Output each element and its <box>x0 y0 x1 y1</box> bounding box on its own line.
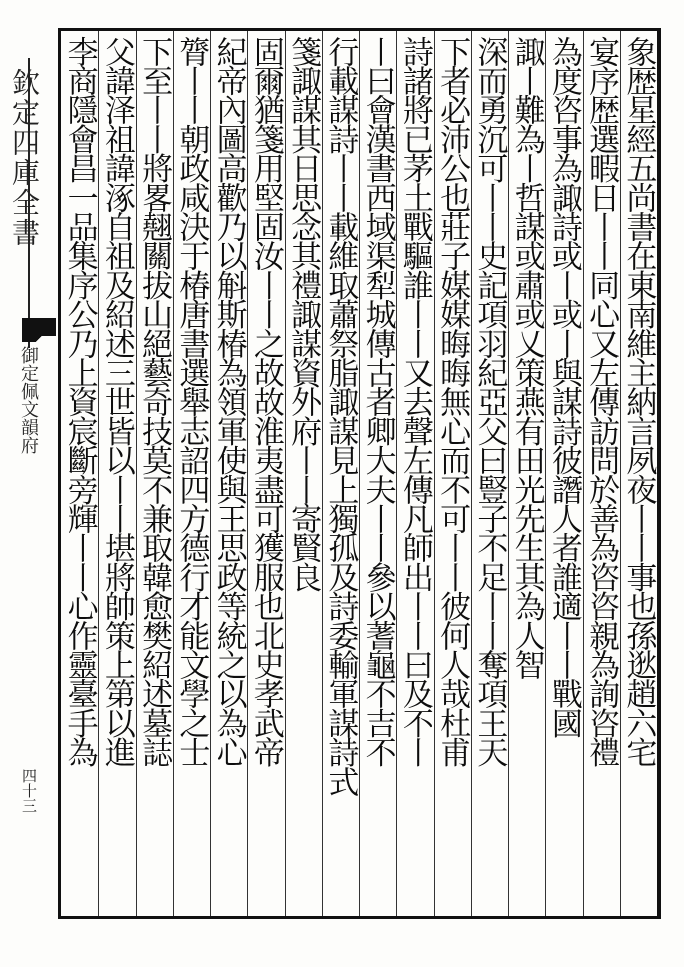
column-divider <box>471 31 472 916</box>
frame-right-border <box>657 28 661 919</box>
book-title: 欽定四庫全書 <box>8 68 41 248</box>
column-divider <box>173 31 174 916</box>
frame-left-border <box>58 28 61 919</box>
text-column: 父諱泽祖諱涿自祖及紹述三世皆以丨丨堪將帥策上第以進 <box>98 36 135 767</box>
column-divider <box>359 31 360 916</box>
column-divider <box>98 31 99 916</box>
column-divider <box>247 31 248 916</box>
text-column: 下者必沛公也莊子媒媒晦晦無心而不可丨丨彼何人哉杜甫 <box>434 36 471 767</box>
text-column: 宴序歴選暇日丨丨同心又左傳訪問於善為咨咨親為詢咨禮 <box>583 36 620 767</box>
column-divider <box>322 31 323 916</box>
text-column: 箋諏謀其日思念其禮諏謀資外府丨丨寄賢良 <box>285 36 322 591</box>
text-column: 為度咨事為諏詩或丨或丨與謀詩彼譖人者誰適丨丨戰國 <box>545 36 582 737</box>
text-column: 深而勇沉可丨丨史記項羽紀亞父曰豎子不足丨丨奪項王天 <box>471 36 508 767</box>
text-column: 固爾猶箋用堅固汝丨丨之故故淮夷盡可獲服也北史孝武帝 <box>247 36 284 767</box>
column-divider <box>285 31 286 916</box>
column-divider <box>508 31 509 916</box>
text-column: 象歴星經五尚書在東南維主納言夙夜丨丨事也孫逖趙六宅 <box>620 36 657 767</box>
page-margin-strip <box>0 28 56 919</box>
page-number: 四十三 <box>20 768 38 813</box>
text-column: 紀帝內圖高歡乃以斛斯椿為領軍使與王思政等統之以為心 <box>210 36 247 767</box>
volume-title: 御定佩文韻府 <box>18 346 39 454</box>
column-divider <box>396 31 397 916</box>
column-divider <box>583 31 584 916</box>
column-divider <box>434 31 435 916</box>
text-column: 李商隱會昌一品集序公乃上資宸斷旁輝丨丨心作靈臺手為 <box>61 36 98 767</box>
text-column: 詩諸將已茅土戰驅誰丨丨又去聲左傳凡師出丨丨曰及不丨 <box>396 36 433 767</box>
text-column: 丨曰會漢書西域渠犁城傳古者卿大夫丨丨參以蓍龜不吉不 <box>359 36 396 767</box>
text-column: 下至丨丨將畧翹關拔山絕藝奇技莫不兼取韓愈樊紹述墓誌 <box>136 36 173 767</box>
column-divider <box>136 31 137 916</box>
column-divider <box>210 31 211 916</box>
text-column: 諏丨難為丨哲謀或肅或乂策燕有田光先生其為人智 <box>508 36 545 679</box>
text-column: 行載謀詩丨丨載維取蕭祭脂諏謀見上獨孤及詩委輸軍謀詩式 <box>322 36 359 796</box>
text-column: 膂丨丨朝政咸決于椿唐書選舉志詔四方德行才能文學之士 <box>173 36 210 767</box>
column-divider <box>545 31 546 916</box>
frame-bottom-border <box>58 916 660 919</box>
column-divider <box>620 31 621 916</box>
fish-tail-mark-icon <box>22 318 56 336</box>
